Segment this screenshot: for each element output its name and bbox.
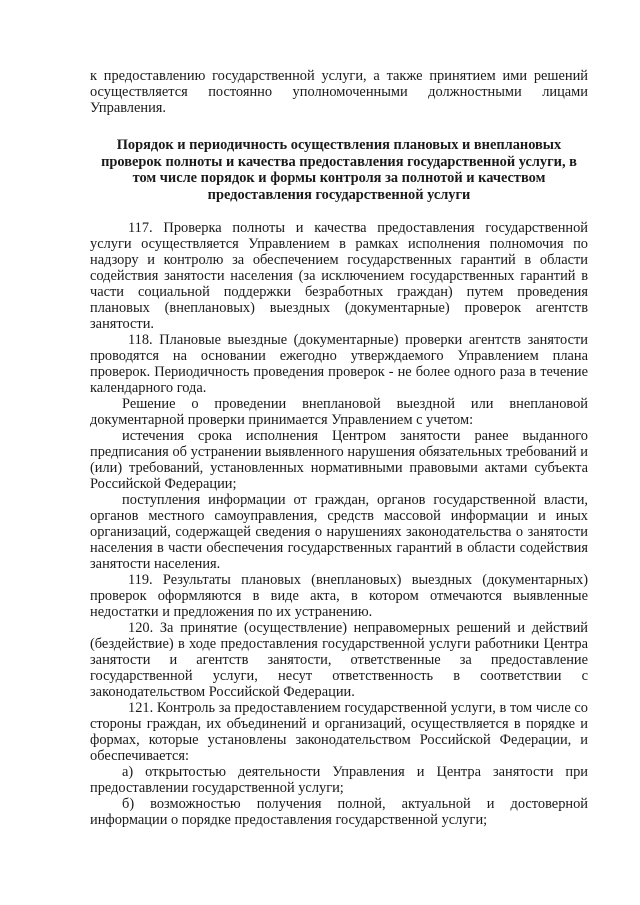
- heading-line: том числе порядок и формы контроля за полнотой и качеством: [132, 170, 546, 186]
- paragraph-117: 117. Проверка полноты и качества предоставления государственной услуги осуществляется Управлением в рамках исполнения полномочия по надзору и контролю за обеспечением государственных гарантий в области содействия занятости населения (за исключением государственных гарантий в части социальной поддержки безработных граждан) путем проведения плановых (внеплановых) выездных (документарные) проверок агентств занятости.: [90, 220, 588, 332]
- heading-line: проверок полноты и качества предоставления государственной услуги, в: [101, 153, 577, 170]
- paragraph-info: поступления информации от граждан, органов государственной власти, органов местного самоуправления, средств массовой информации и иных организаций, содержащей сведения о нарушениях законодательства о занятости населения в части обеспечения государственных гарантий в области содействия занятости населения.: [90, 492, 588, 572]
- paragraph-118: 118. Плановые выездные (документарные) проверки агентств занятости проводятся на основании ежегодно утверждаемого Управлением плана проверок. Периодичность проведения проверок - не более одного раза в течение календарного года.: [90, 332, 588, 396]
- paragraph-119: 119. Результаты плановых (внеплановых) выездных (документарных) проверок оформляются в виде акта, в котором отмечаются выявленные недостатки и предложения по их устранению.: [90, 572, 588, 620]
- paragraph-121: 121. Контроль за предоставлением государственной услуги, в том числе со стороны граждан, их объединений и организаций, осуществляется в порядке и формах, которые установлены законодательством Российской Федерации, и обеспечивается:: [90, 700, 588, 764]
- section-heading: [90, 137, 588, 203]
- paragraph-decision: Решение о проведении внеплановой выездной или внеплановой документарной проверки принимается Управлением с учетом:: [90, 396, 588, 428]
- list-item-b: б) возможностью получения полной, актуальной и достоверной информации о порядке предоставления государственной услуги;: [90, 796, 588, 828]
- list-item-a: а) открытостью деятельности Управления и Центра занятости при предоставлении государственной услуги;: [90, 764, 588, 796]
- paragraph-120: 120. За принятие (осуществление) неправомерных решений и действий (бездействие) в ходе предоставления государственной услуги работники Центра занятости и агентств занятости, ответственные за предоставление государственной услуги, несут ответственность в соответствии с законодательством Российской Федерации.: [90, 620, 588, 700]
- paragraph-expiry: истечения срока исполнения Центром занятости ранее выданного предписания об устранении выявленного нарушения обязательных требований и (или) требований, установленных нормативными правовыми актами субъекта Российской Федерации;: [90, 428, 588, 492]
- heading-line: предоставления государственной услуги: [207, 186, 471, 203]
- heading-line: Порядок и периодичность осуществления плановых и внеплановых: [116, 137, 562, 153]
- intro-paragraph: к предоставлению государственной услуги, а также принятием ими решений осуществляется постоянно уполномоченными должностными лицами Управления.: [90, 68, 588, 116]
